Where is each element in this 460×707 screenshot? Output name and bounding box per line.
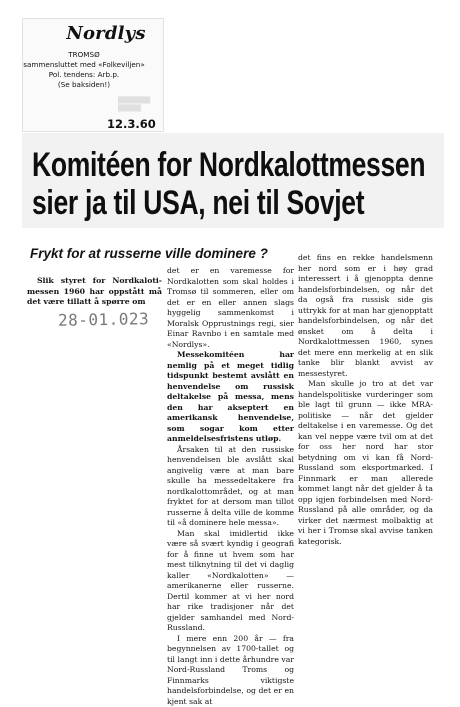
article-column-3	[298, 253, 433, 547]
subheadline: Frykt for at russerne ville dominere ?	[30, 246, 268, 261]
headline-line-2: sier ja til USA, nei til Sovjet	[32, 185, 364, 221]
article-paragraph: Slik styret for Nordkaloti-messen 1960 har oppstått må det være tillatt å spørre om	[27, 276, 162, 308]
article-column-1	[27, 276, 162, 308]
stamp-see-reverse: (Se baksiden!)	[23, 80, 145, 89]
masthead-logo: Nordlys	[51, 23, 161, 44]
article-paragraph: Man skal imidlertid ikke være så svært kyndig i geografi for å finne ut hvem som har mest tilknytning til det vi daglig kaller «Nordkalotten» — amerikanerne eller russerne. Dertil kommer at vi her nord har rike tradisjoner når det gjelder samhandel med Nord-Russland.	[167, 529, 294, 634]
article-paragraph: Messekomitéen har nemlig på et meget tidlig tidspunkt bestemt avslått en henvendelse om russisk deltakelse på messa, mens den har akseptert en amerikansk henvendelse, som sogar kom etter anmeldelsesfristens utløp.	[167, 350, 294, 445]
newspaper-clipping-stamp	[22, 18, 164, 132]
article-paragraph: det er en varemesse for Nordkalotten som skal holdes i Tromsø til sommeren, eller om det er en eller annen slags hyggelig sammenkomst i Moralsk Opprustnings regi, sier Einar Ravnbo i en samtale med «Nordlys».	[167, 266, 294, 350]
faint-bleedthrough: ▒▒▒▒▒▒▒	[118, 97, 150, 104]
article-paragraph: I mere enn 200 år — fra begynnelsen av 1700-tallet og til langt inn i dette århundre var Nord-Russland Troms og Finnmarks viktigste handelsforbindelse, og det er en kjent sak at	[167, 634, 294, 707]
article-paragraph: det fins en rekke handelsmenn her nord som er i høy grad interessert i å gjenoppta denne handelsforbindelsen, og når det da også fra russisk side gis uttrykk for at man har gjenopptatt handelsforbindelsen, og når det ønsket om å delta i Nordkalottmessen 1960, synes det mere enn merkelig at en slik tanke blir blankt avvist av messestyret.	[298, 253, 433, 379]
headline-block	[22, 133, 444, 228]
article-paragraph: Man skulle jo tro at det var handelspolitiske vurderinger som ble lagt til grunn — ikke MRA-politiske — når det gjelder deltakelse i en varemesse. Og det kan vel neppe være tvil om at det for oss her nord har stor betydning om vi kan få Nord-Russland som eksportmarked. I Finnmark er man allerede kommet langt når det gjelder å ta opp igjen forbindelsen med Nord-Russland på alle områder, og da virker det nærmest molbaktig at vi her i Tromsø skal avvise tanken kategorisk.	[298, 379, 433, 547]
stamp-city: TROMSØ	[23, 50, 145, 59]
handwritten-archive-note: 28-01.023	[58, 309, 150, 330]
stamp-political-tendency: Pol. tendens: Arb.p.	[23, 70, 145, 79]
stamp-merged-note: sammensluttet med «Folkeviljen»	[23, 60, 145, 69]
article-paragraph: Årsaken til at den russiske henvendelsen ble avslått skal angivelig være at man bare skulle ha messedeltakere fra nordkalottområdet, og at man fryktet for at dersom man tillot russerne å delta ville de komme til «å dominere hele messa».	[167, 445, 294, 529]
headline-line-1: Komitéen for Nordkalottmessen	[32, 147, 425, 183]
faint-bleedthrough: ▒▒▒▒▒	[118, 105, 141, 112]
stamp-date: 12.3.60	[107, 117, 156, 131]
article-column-2	[167, 266, 294, 707]
